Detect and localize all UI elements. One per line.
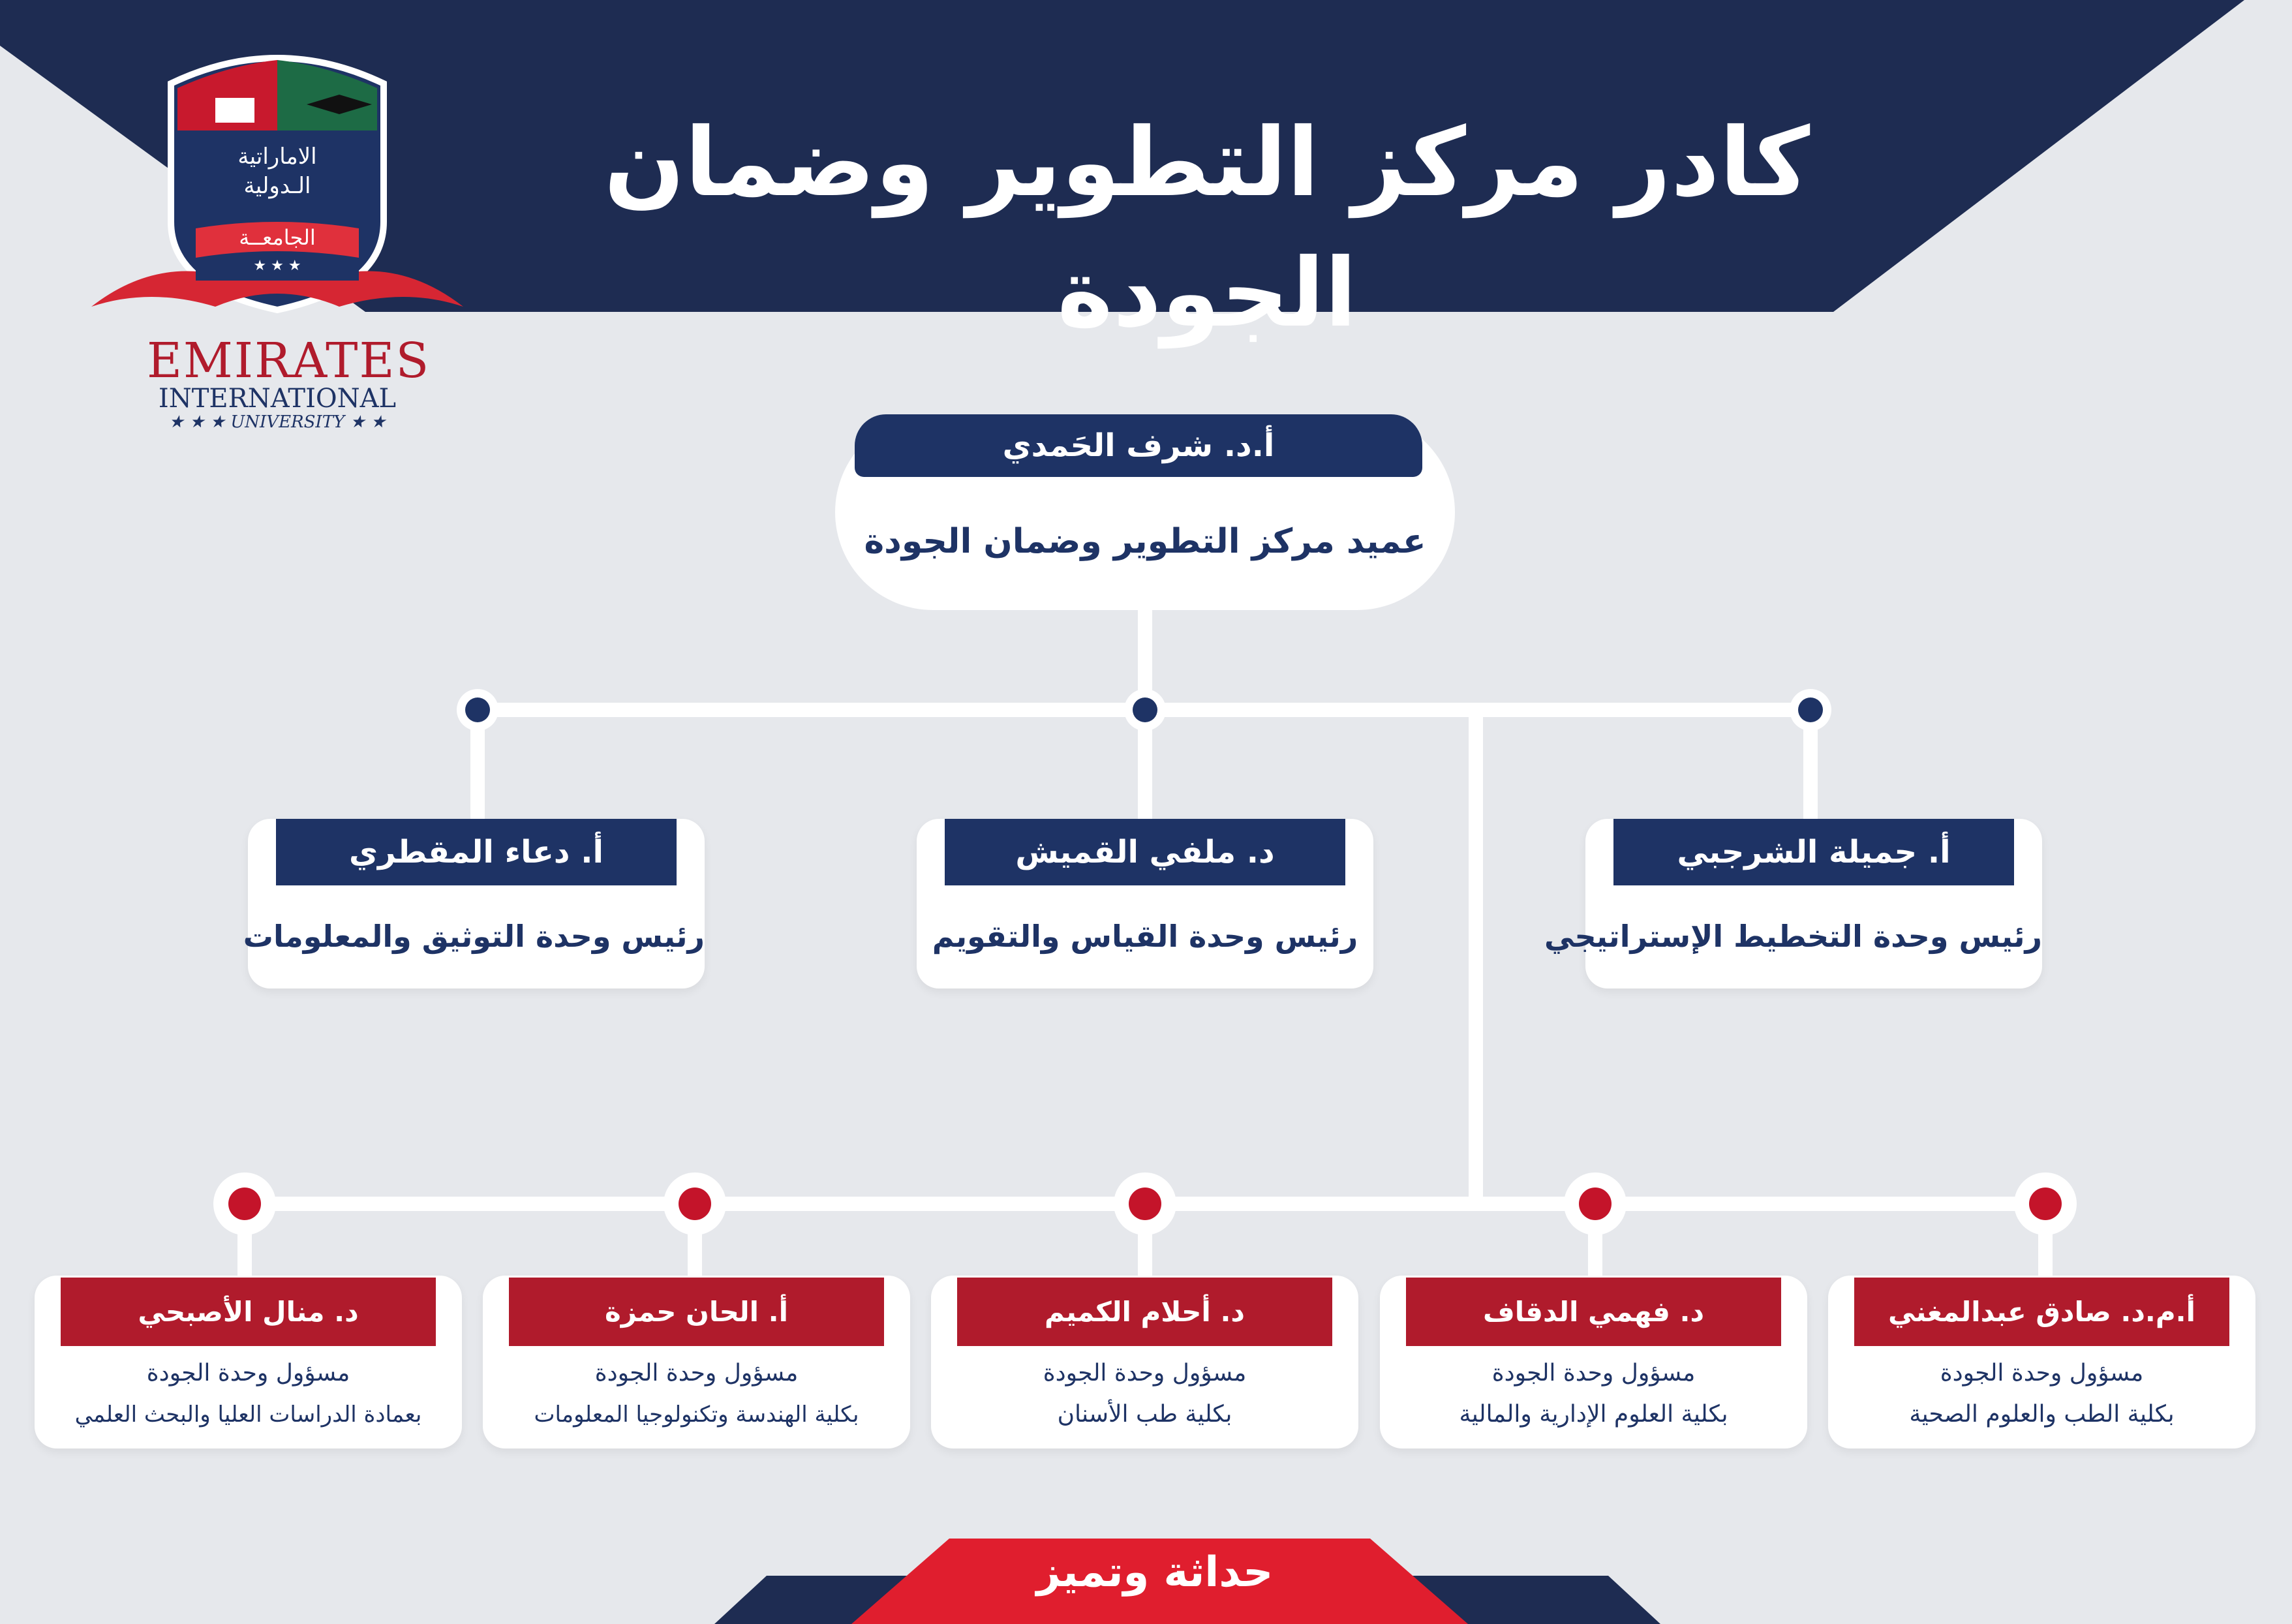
coordinator-role2-dentistry: بكلية طب الأسنان [1057,1401,1232,1428]
logo-english-line3: ★ ★ ★ UNIVERSITY ★ ★ [168,412,386,432]
coordinator-role1-admin: مسؤول وحدة الجودة [1491,1360,1696,1387]
logo-stars: ★ ★ ★ [253,258,301,274]
coordinator-role2-graduate-studies: بعمادة الدراسات العليا والبحث العلمي [74,1402,422,1428]
logo-english-line2: INTERNATIONAL [158,384,397,414]
coordinator-name-graduate-studies: د. منال الأصبحي [61,1278,436,1346]
unit-head-role-documentation: رئيس وحدة التوثيق والمعلومات [243,919,705,954]
dean-role: عميد مركز التطوير وضمان الجودة [864,522,1426,561]
unit-head-name-documentation: أ. دعاء المقطري [276,819,677,885]
coordinator-role1-engineering: مسؤول وحدة الجودة [594,1360,799,1387]
coordinator-name-admin: د. فهمي الدقاف [1406,1278,1781,1346]
coordinator-role2-engineering: بكلية الهندسة وتكنولوجيا المعلومات [534,1402,859,1428]
book-icon [215,98,254,123]
logo-english-line1: EMIRATES [147,333,431,389]
logo-arabic-ribbon: الجامعــة [239,225,316,250]
coordinator-role2-admin: بكلية العلوم الإدارية والمالية [1459,1401,1728,1428]
coordinator-name-engineering: أ. الحان حمزة [509,1278,884,1346]
coordinator-role1-medicine: مسؤول وحدة الجودة [1940,1360,2144,1387]
logo-arabic-line1: الاماراتية [237,144,317,170]
unit-head-role-measurement: رئيس وحدة القياس والتقويم [932,919,1358,954]
unit-head-role-planning: رئيس وحدة التخطيط الإستراتيجي [1544,919,2042,954]
coordinator-name-medicine: أ.م.د. صادق عبدالمغني [1854,1278,2229,1346]
footer-slogan: حداثة وتميز [1036,1548,1274,1597]
coordinator-role1-graduate-studies: مسؤول وحدة الجودة [146,1360,350,1387]
coordinator-name-dentistry: د. أحلام الكميم [957,1278,1332,1346]
dean-name: أ.د. شرف الحَمدي [855,414,1422,477]
logo-arabic-line2: الـدولية [243,173,311,199]
page-title: كادر مركز التطوير وضمان الجودة [604,108,1811,348]
unit-head-name-planning: أ. جميلة الشرجبي [1613,819,2014,885]
unit-head-name-measurement: د. ملفي القميش [945,819,1345,885]
coordinator-role1-dentistry: مسؤول وحدة الجودة [1043,1360,1247,1387]
coordinator-role2-medicine: بكلية الطب والعلوم الصحية [1909,1401,2175,1428]
